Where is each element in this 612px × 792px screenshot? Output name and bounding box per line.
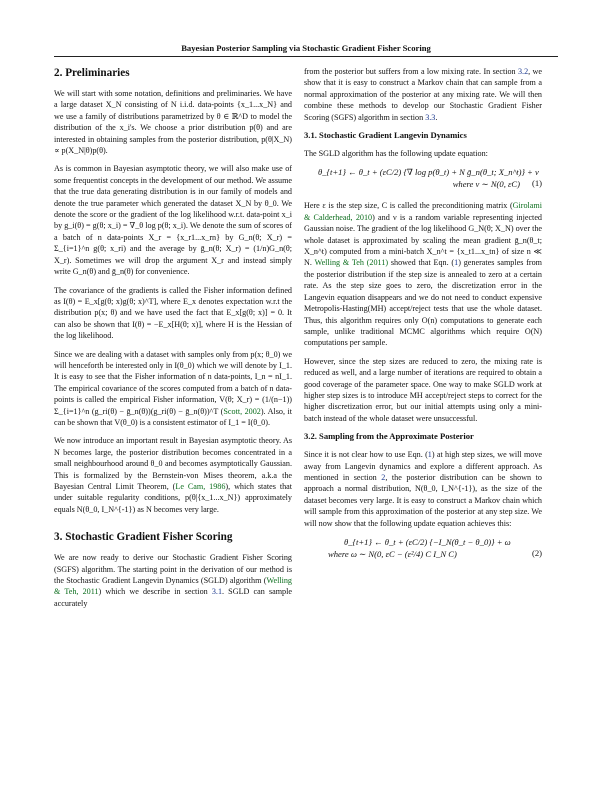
- text: We now introduce an important result in Bayesian asymptotic theory. As N becomes large, the posterior distribution becomes concentrated in a small neighbourhood around θ_0 and becomes asymptotically Gaussian. This is formalized by the Bernstein-von Mises theorem, a.k.a the Bayesian Central Limit Theorem, (: [54, 436, 292, 491]
- citation-link[interactable]: Scott, 2002: [223, 406, 261, 416]
- subsection-3-1-title: 3.1. Stochastic Gradient Langevin Dynamics: [304, 130, 467, 141]
- equation-line: where ν ∼ N(0, εC): [452, 179, 520, 190]
- section-ref-link[interactable]: 3.2: [517, 67, 529, 76]
- citation-link[interactable]: Le Cam, 1986: [175, 482, 226, 491]
- paragraph: [304, 66, 542, 123]
- text: from the posterior but suffers from a low mixing rate. In section: [304, 67, 518, 76]
- paragraph: [54, 349, 292, 429]
- paragraph: [54, 435, 292, 515]
- spacer: [54, 522, 292, 530]
- text: ). Also, it can be shown that V(θ_0) is a consistent estimator of I_1 = I(θ_0).: [54, 406, 292, 427]
- citation-link[interactable]: Girolami & Calderhead, 2010: [304, 201, 542, 222]
- right-column: [304, 66, 542, 570]
- text: . SGLD can sample accurately: [54, 587, 292, 608]
- paragraph: [304, 200, 542, 348]
- equation-number: (1): [531, 178, 542, 189]
- text: We are now ready to derive our Stochastic Gradient Fisher Scoring (SGFS) algorithm. The starting point in the derivation of our method is the Stochastic Gradient Langevin Dynamics (SGLD) algorithm (: [54, 553, 292, 586]
- header-rule: [54, 56, 558, 57]
- equation-number: (2): [531, 548, 542, 558]
- section-ref-link[interactable]: 3.1: [211, 587, 222, 597]
- text: ) at high step sizes, we will move away from Langevin dynamics and explore a different approach. As mentioned in section: [304, 450, 543, 482]
- text: showed that Eqn. (: [388, 258, 455, 268]
- text: ) generates samples from the posterior distribution if the step size is annealed to zero at a certain rate. As the step size goes to zero, the discretization error in the Langevin equation disappears and we do not need to conduct expensive Metropolis-Hasting(MH) accept/reject tests that use the whole dataset. Thus, this algorithm requires only O(n) computations to generate each sample, unlike traditional MCMC algorithms which require O(N) computations per sample.: [304, 258, 542, 348]
- equation-1: [304, 166, 542, 190]
- equation-line: θ_{t+1} ← θ_t + (εC/2) {−I_N(θ_t − θ_0)} + ω: [344, 537, 511, 547]
- equation-ref-link[interactable]: 1: [427, 450, 432, 460]
- paragraph: [54, 552, 292, 609]
- text: Since it is not clear how to use Eqn. (: [304, 450, 428, 460]
- equation-2: [304, 536, 542, 560]
- paragraph: As is common in Bayesian asymptotic theory, we will also make use of some frequentist concepts in the development of our method. We assume that the true data generating distribution is in our family of models and denote the true parameter which generated the dataset X_N by θ_0. We denote the score or the gradient of the log likelihood w.r.t. data-point x_i by g_i(θ) = g(θ; x_i) = ∇_θ log p(θ; x_i). We denote the sum of scores of a batch of n data-points X_r = {x_r1...x_rn} by G_n(θ; X_r) = Σ_{i=1}^n g(θ; x_ri) and the average by ḡ_n(θ; X_r) = (1/n)G_n(θ; X_r). Sometimes we will drop the argument X_r and instead simply write G_n(θ) and ḡ_n(θ) for convenience.: [54, 164, 292, 277]
- text: ) and ν is a random variable representing injected Gaussian noise. The gradient of the log likelihood G_N(θ; X_N) over the whole dataset is approximated by scaling the mean gradient ḡ_n(θ_t; X_n^t) computed from a mini-batch X_n^t = {x_t1...x_tn} of size n ≪ N.: [304, 212, 542, 268]
- section-ref-link[interactable]: 3.3: [425, 112, 436, 122]
- paragraph: The covariance of the gradients is called the Fisher information defined as I(θ) = E_x[g(θ; x)g(θ; x)^T], where E_x denotes expectation w.r.t the distribution p(x; θ) and we have used the fact that E_x[g(θ; x)] = 0. It can also be shown that I(θ) = −E_x[H(θ; x)], where H is the Hessian of the log likelihood.: [54, 285, 292, 341]
- text: ), which states that under suitable regularity conditions, p(θ|{x_1...x_N}) approximately equals N(θ_0, I_N^{-1}) as N becomes very large.: [54, 482, 292, 514]
- paragraph: The SGLD algorithm has the following update equation:: [304, 149, 488, 159]
- text: Here ε is the step size, C is called the preconditioning matrix (: [304, 201, 513, 211]
- text: Since we are dealing with a dataset with samples only from p(x; θ_0) we will henceforth be interested only in I(θ_0) which we will denote by I_1. It is easy to see that the Fisher information of n data-points, I_n = nI_1. The empirical covariance of the scores computed from a batch of n data-points is called the empirical Fisher information, V(θ; X_r) = (1/(n−1)) Σ_{i=1}^n (g_ri(θ) − ḡ_n(θ))(g_ri(θ) − ḡ_n(θ))^T (: [54, 349, 292, 416]
- text: .: [435, 112, 438, 122]
- text: , we show that it is easy to construct a Markov chain that can sample from a normal approximation of the posterior at any mixing rate. We will then combine these methods to develop our Stochastic Gradient Fisher Scoring (SGFS) algorithm in section: [304, 67, 542, 122]
- text: ) which we describe in section: [98, 587, 212, 597]
- left-column: [54, 66, 292, 616]
- paragraph: [304, 449, 542, 529]
- equation-line: θ_{t+1} ← θ_t + (εC/2) {∇ log p(θ_t) + N ḡ_n(θ_t; X_n^t)} + ν: [318, 167, 539, 178]
- section-3-title: 3. Stochastic Gradient Fisher Scoring: [54, 531, 233, 544]
- paragraph: However, since the step sizes are reduced to zero, the mixing rate is reduced as well, and a large number of iterations are required to obtain a good coverage of the parameter space. One way to make SGLD work at higher step sizes is to introduce MH accept/reject steps to correct for the higher discretization error, but our initial attempts using only a mini-batch instead of the whole dataset were unsuccessful.: [304, 356, 542, 423]
- running-header: Bayesian Posterior Sampling via Stochastic Gradient Fisher Scoring: [181, 43, 431, 53]
- citation-link[interactable]: Welling & Teh (2011): [314, 258, 389, 268]
- equation-ref-link[interactable]: 1: [454, 258, 459, 268]
- subsection-3-2-title: 3.2. Sampling from the Approximate Posterior: [304, 431, 474, 442]
- text: , the posterior distribution can be shown to approach a normal distribution, N(θ_0, I_N^{-1}), as the size of the dataset becomes very large. It is easy to construct a Markov chain which will sample from this approximation of the posterior at any step size. We will now show that the following update equation achieves this:: [304, 472, 542, 528]
- section-2-title: 2. Preliminaries: [54, 67, 130, 79]
- citation-link[interactable]: Welling & Teh, 2011: [54, 576, 292, 597]
- section-ref-link[interactable]: 2: [381, 472, 386, 482]
- paragraph: We will start with some notation, definitions and preliminaries. We have a large dataset X_N consisting of N i.i.d. data-points {x_1...x_N} and we use a family of distributions parametrized by θ ∈ ℝ^D to model the distribution of the x_i's. We choose a prior distribution p(θ) and are interested in obtaining samples from the posterior distribution, p(θ|X_N) ∝ p(X_N|θ)p(θ).: [54, 89, 292, 156]
- equation-line: where ω ∼ N(0, εC − (ε²/4) C I_N C): [328, 549, 457, 559]
